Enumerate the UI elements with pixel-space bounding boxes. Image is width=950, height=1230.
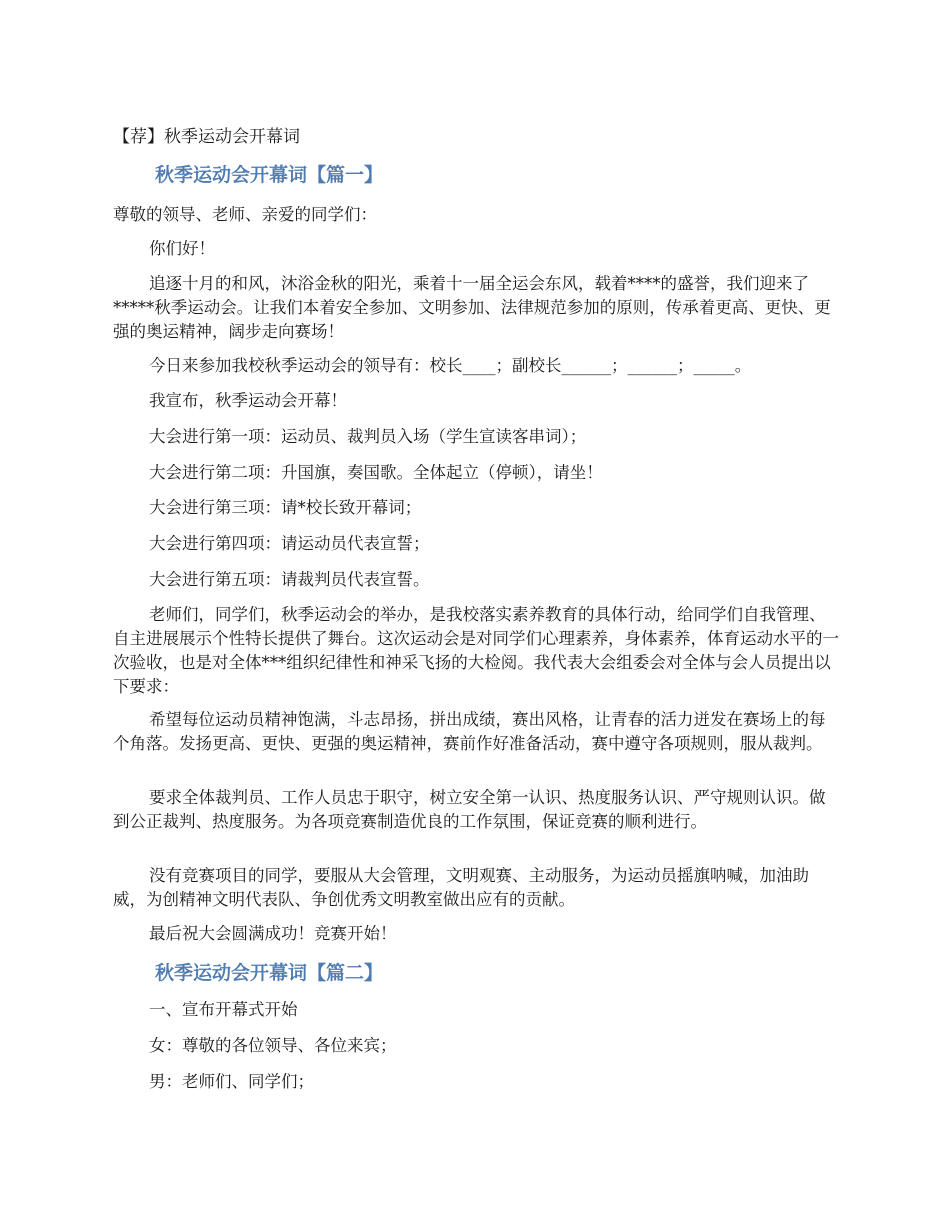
hello-line: 你们好！ [149,239,215,258]
paragraph-leaders: 今日来参加我校秋季运动会的领导有：校长____；副校长______；______；_____。 [149,356,752,375]
section2-line-1: 一、宣布开幕式开始 [149,1000,298,1019]
paragraph-spectators: 没有竞赛项目的同学，要服从大会管理，文明观赛、主动服务，为运动员摇旗呐喊，加油助威，为创精神文明代表队、争创优秀文明教室做出应有的贡献。 [113,866,809,909]
agenda-item-3: 大会进行第三项：请*校长致开幕词； [149,498,422,517]
section2-line-2: 女：尊敬的各位领导、各位来宾； [149,1036,397,1055]
document-title: 【荐】秋季运动会开幕词 [113,127,300,147]
agenda-item-4: 大会进行第四项：请运动员代表宣誓； [149,534,430,553]
paragraph-athletes: 希望每位运动员精神饱满，斗志昂扬，拼出成绩，赛出风格，让青春的活力迸发在赛场上的每个角落。发扬更高、更快、更强的奥运精神，赛前作好准备活动，赛中遵守各项规则，服从裁判。 [113,710,826,753]
paragraph-closing: 最后祝大会圆满成功！竞赛开始！ [149,924,397,943]
greeting: 尊敬的领导、老师、亲爱的同学们： [113,205,377,224]
paragraph-requirements-intro: 老师们，同学们，秋季运动会的举办，是我校落实素养教育的具体行动，给同学们自我管理、自主进展展示个性特长提供了舞台。这次运动会是对同学们心理素养，身体素养，体育运动水平的一次验收，也是对全体***组织纪律性和神采飞扬的大检阅。我代表大会组委会对全体与会人员提出以下要求： [113,605,839,696]
section-heading-1: 秋季运动会开幕词【篇一】 [155,164,384,186]
agenda-item-1: 大会进行第一项：运动员、裁判员入场（学生宣读客串词）； [149,427,587,446]
paragraph-referees: 要求全体裁判员、工作人员忠于职守，树立安全第一认识、热度服务认识、严守规则认识。做到公正裁判、热度服务。为各项竞赛制造优良的工作氛围，保证竞赛的顺利进行。 [113,788,826,831]
paragraph-opening: 追逐十月的和风，沐浴金秋的阳光，乘着十一届全运会东风，载着****的盛誉，我们迎来了*****秋季运动会。让我们本着安全参加、文明参加、法律规范参加的原则，传承着更高、更快、更强的奥运精神，阔步走向赛场！ [113,274,831,341]
agenda-item-5: 大会进行第五项：请裁判员代表宣誓。 [149,570,430,589]
section2-line-3: 男：老师们、同学们； [149,1072,314,1091]
paragraph-announce: 我宣布，秋季运动会开幕！ [149,391,347,410]
section-heading-2: 秋季运动会开幕词【篇二】 [155,962,384,984]
agenda-item-2: 大会进行第二项：升国旗，奏国歌。全体起立（停顿），请坐！ [149,463,603,482]
